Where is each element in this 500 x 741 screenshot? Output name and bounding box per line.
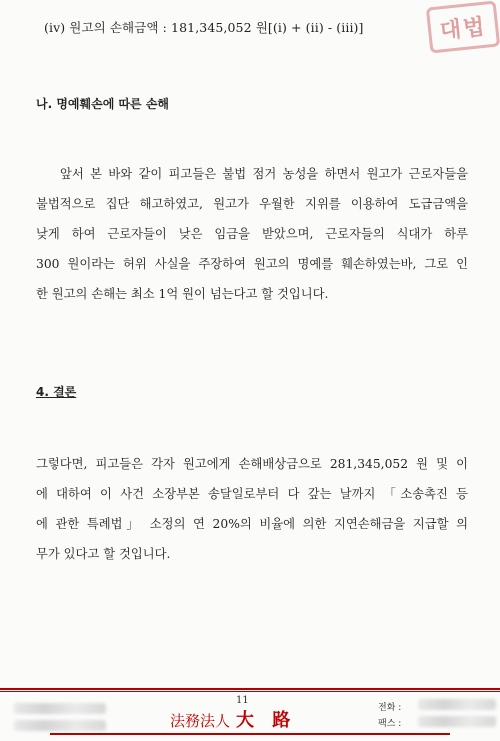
page-number: 11 [236, 695, 249, 706]
redacted-address-line [14, 720, 106, 731]
paragraph-line: 낮게 하여 근로자들이 낮은 임금을 받았으며, 근로자들의 식대가 하루 [36, 227, 468, 241]
official-seal-stamp [426, 0, 500, 53]
section-heading-conclusion: 4. 결론 [36, 385, 77, 399]
conclusion-paragraph [36, 449, 468, 569]
fax-label: 팩스 : [378, 719, 402, 729]
paragraph-line: 그렇다면, 피고들은 각자 원고에게 손해배상금으로 281,345,052 원 및 이 [36, 457, 468, 471]
defamation-paragraph [36, 159, 468, 309]
footer-divider-top-thin [0, 691, 500, 692]
law-firm-name [170, 706, 296, 732]
paragraph-line: 불법적으로 집단 해고하였고, 원고가 우월한 지위를 이용하여 도급금액을 [36, 197, 468, 211]
paragraph-line: 앞서 본 바와 같이 피고들은 불법 점거 농성을 하면서 원고가 근로자들을 [60, 167, 468, 181]
paragraph-line: 에 대하여 이 사건 소장부본 송달일로부터 다 갚는 날까지 「소송촉진 등 [36, 487, 468, 501]
paragraph-line: 300 원이라는 허위 사실을 주장하여 원고의 명예를 훼손하였는바, 그로 인 [36, 257, 468, 271]
footer-divider-top [0, 688, 500, 690]
footer-divider-bottom [50, 733, 450, 735]
redacted-address-line [14, 703, 106, 714]
damages-formula-line: (iv) 원고의 손해금액 : 181,345,052 원[(i) + (ii) - (iii)] [44, 20, 364, 35]
paragraph-line: 한 원고의 손해는 최소 1억 원이 넘는다고 할 것입니다. [36, 287, 329, 301]
redacted-fax-number [418, 716, 496, 727]
law-firm-title: 大 路 [236, 710, 297, 731]
paragraph-line: 에 관한 특례법」 소정의 연 20%의 비율에 의한 지연손해금을 지급할 의 [36, 517, 468, 531]
law-firm-prefix: 法務法人 [170, 712, 231, 730]
phone-label: 전화 : [378, 703, 402, 713]
section-heading-defamation: 나. 명예훼손에 따른 손해 [36, 97, 170, 111]
redacted-phone-number [418, 699, 496, 710]
stamp-text: 대법 [438, 14, 488, 44]
paragraph-line: 무가 있다고 할 것입니다. [36, 547, 171, 561]
